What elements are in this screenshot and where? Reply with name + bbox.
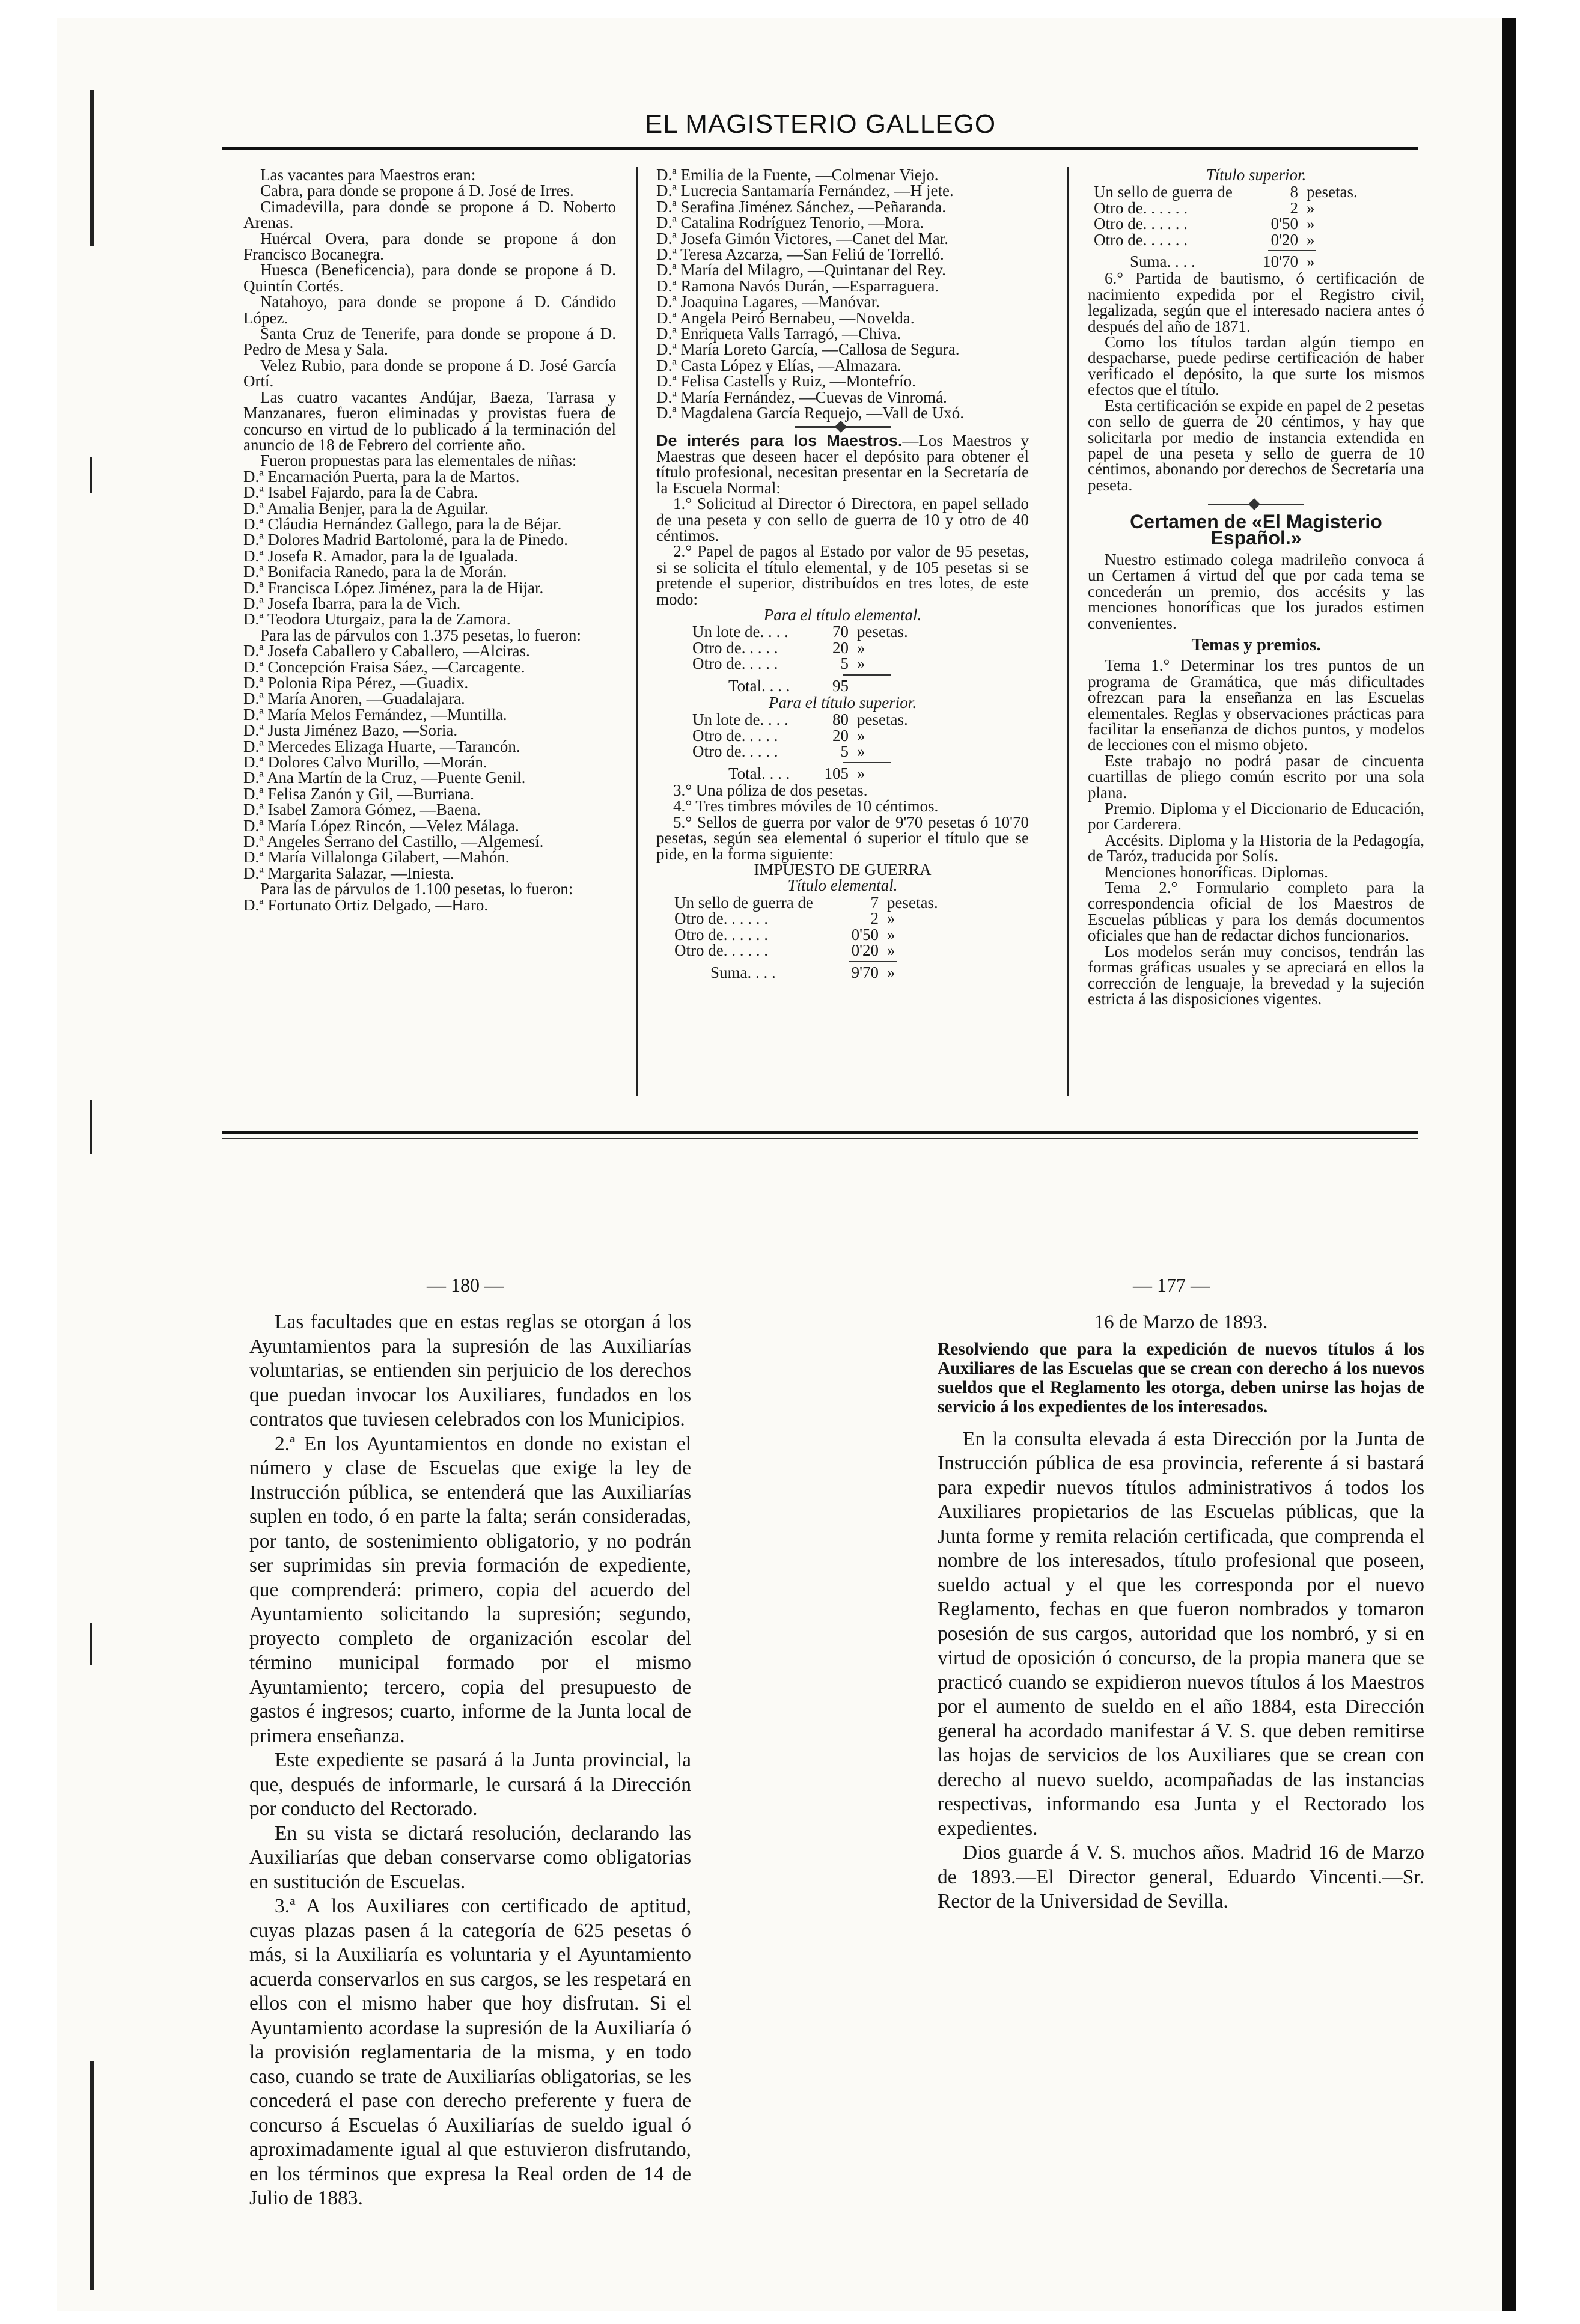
paragraph: En la consulta elevada á esta Dirección por la Junta de Instrucción pública de esa provincia, referente á si bastará para expedir nuevos títulos administrativos á todos los Auxiliares propietarios de las Escuelas públicas, que la Junta forme y remita relación certificada, que comprenda el nombre de los interesados, título profesional que poseen, sueldo actual y el que les corresponda por el nuevo Reglamento, fechas en que fueron nombrados y tomaron posesión de sus cargos, autoridad que los nombró, y si en virtud de oposición ó concurso, de la propia manera que se practicó cuando se expidieron nuevos títulos á los Maestros por el aumento de sueldo en el año 1884, esta Dirección general ha acordado manifestar á V. S. que deben remitirse las hojas de servicios de los Auxiliares que se crean con derecho al nuevo sueldo, acompañadas de las instancias respectivas, informando esa Junta y el Rectorado los expedientes. — [938, 1427, 1424, 1840]
paragraph: 2.° Papel de pagos al Estado por valor de 95 pesetas, si se solicita el título elemental, y de 105 pesetas si se pretende el superior, distribuídos en tres lotes, de este modo: — [656, 542, 1029, 608]
list-item: D.ª Casta López y Elías, —Almazara. — [656, 356, 901, 374]
list-item: D.ª Angela Peiró Bernabeu, —Novelda. — [656, 308, 915, 327]
list-item: D.ª Francisca López Jiménez, para la de Hijar. — [243, 578, 544, 597]
table-row: Otro de. . . . . . 2 » — [1094, 198, 1315, 217]
paragraph: Para las de párvulos con 1.375 pesetas, lo fueron: — [260, 626, 581, 644]
table-elemental — [692, 624, 1029, 694]
table-total: Total. . . . 105 » — [728, 764, 865, 782]
lower-right-column — [938, 1310, 1424, 1914]
paragraph: Natahoyo, para donde se propone á D. Cándido López. — [243, 293, 616, 327]
paragraph: Menciones honoríficas. Diplomas. — [1105, 862, 1328, 881]
list-item: D.ª Angeles Serrano del Castillo, —Algemesí. — [243, 832, 544, 851]
list-item: D.ª Ana Martín de la Cruz, —Puente Genil. — [243, 769, 526, 787]
paragraph: 4.° Tres timbres móviles de 10 céntimos. — [673, 797, 939, 816]
table-row: Otro de. . . . . . 0'50 » — [674, 925, 895, 944]
list-item: D.ª Emilia de la Fuente, —Colmenar Viejo. — [656, 166, 939, 184]
paragraph: 5.° Sellos de guerra por valor de 9'70 pesetas ó 10'70 pesetas, según sea elemental ó superior el título que se pide, en la forma siguiente: — [656, 813, 1029, 863]
list-item: D.ª Catalina Rodríguez Tenorio, —Mora. — [656, 213, 924, 232]
list-item: D.ª Dolores Madrid Bartolomé, para la de Pinedo. — [243, 531, 568, 549]
table-rule — [849, 961, 897, 962]
paragraph: Como los títulos tardan algún tiempo en despacharse, puede pedirse certificación de haber verificado el depósito, la que surte los mismos efectos que el título. — [1088, 333, 1424, 399]
table-title: Para el título superior. — [768, 694, 917, 712]
section-title: De interés para los Maestros. — [656, 431, 903, 450]
ornament-divider — [1208, 504, 1304, 505]
paragraph: Huércal Overa, para donde se propone á don Francisco Bocanegra. — [243, 229, 616, 264]
table-total: Suma. . . . 10'70 » — [1130, 252, 1315, 271]
table-superior — [692, 712, 1029, 781]
table-rule — [1268, 250, 1316, 251]
section-intro: —Los Maestros y Maestras que deseen hacer el depósito para obtener el título profesional, necesitan presentar en la Secretaría de la Escuela Normal: — [656, 431, 1029, 497]
list-item: D.ª Josefa Caballero y Caballero, —Alciras. — [243, 642, 530, 660]
paragraph: Las facultades que en estas reglas se otorgan á los Ayuntamientos para la supresión de las Auxiliarías voluntarias, se entienden sin perjuicio de los derechos que puedan invocar los Auxiliares, fundados en los contratos que tuviesen celebrados con los Municipios. — [249, 1311, 691, 1430]
list-item: D.ª Joaquina Lagares, —Manóvar. — [656, 293, 880, 311]
table-title: Título elemental. — [787, 876, 898, 895]
paragraph: 3.° Una póliza de dos pesetas. — [673, 781, 868, 800]
paragraph: Velez Rubio, para donde se propone á D. José García Ortí. — [243, 356, 616, 391]
list-item: D.ª Teodora Uturgaiz, para la de Zamora. — [243, 610, 511, 629]
list-item: D.ª Magdalena García Requejo, —Vall de Uxó. — [656, 404, 965, 422]
table-row: Un lote de. . . . 70 pesetas. — [692, 623, 908, 641]
table-rule — [843, 674, 891, 676]
paragraph: Para las de párvulos de 1.100 pesetas, lo fueron: — [260, 880, 573, 898]
paragraph: 6.° Partida de bautismo, ó certificación de nacimiento expedida por el Registro civil, legalizada, según que el interesado naciera antes ó después del año de 1871. — [1088, 269, 1424, 335]
paragraph: 3.ª A los Auxiliares con certificado de aptitud, cuyas plazas pasen á la categoría de 625 pesetas ó más, si la Auxiliaría es voluntaria y el Ayuntamiento acuerda conservarlos en sus cargos, se les respetará en ellos con el mismo haber que hoy disfrutan. Si el Ayuntamiento acordase la supresión de la Auxiliaría ó la provisión reglamentaria de la misma, y en todo caso, cuando se trate de Auxiliarías obligatorias, se les concederá el pase con derecho preferente y fuera de concurso á Escuelas ó Auxiliarías de sueldo igual ó aproximadamente igual al que estuvieron disfrutando, en los términos que expresa la Real orden de 14 de Julio de 1883. — [249, 1895, 691, 2209]
list-item: D.ª Teresa Azcarza, —San Feliú de Torrelló. — [656, 245, 944, 264]
temas-title: Temas y premios. — [1191, 635, 1321, 654]
column-rule — [636, 167, 638, 1096]
table-row: Un lote de. . . . 80 pesetas. — [692, 710, 908, 729]
table-total: Suma. . . . 9'70 » — [710, 963, 895, 981]
column-rule — [1067, 167, 1069, 1096]
list-item: D.ª Serafina Jiménez Sánchez, —Peñaranda. — [656, 197, 947, 216]
decree-date: 16 de Marzo de 1893. — [1094, 1311, 1268, 1333]
list-item: D.ª Mercedes Elizaga Huarte, —Tarancón. — [243, 737, 520, 755]
paragraph: Tema 2.° Formulario completo para la correspondencia oficial de los Maestros de Escuelas públicas y para los demás documentos oficiales que han de redactar dichos funcionarios. — [1088, 879, 1424, 945]
list-item: D.ª María López Rincón, —Velez Málaga. — [243, 816, 519, 835]
table-total: Total. . . . 95 — [728, 676, 849, 695]
paragraph: Esta certificación se expide en papel de 2 pesetas con sello de guerra de 20 céntimos, y hay que solicitarla por medio de instancia extendida en papel de una peseta y sello de guerra de 10 céntimos, abonando por derechos de Secretaría una peseta. — [1088, 396, 1424, 494]
ornament-divider — [795, 426, 891, 428]
table-row: Otro de. . . . . . 0'20 » — [674, 941, 895, 960]
list-item: D.ª Cláudia Hernández Gallego, para la de Béjar. — [243, 514, 562, 533]
table-row: Otro de. . . . . 5 » — [692, 654, 865, 673]
section-divider-thin — [222, 1138, 1418, 1139]
paragraph: Santa Cruz de Tenerife, para donde se propone á D. Pedro de Mesa y Sala. — [243, 325, 616, 359]
paragraph: 1.° Solicitud al Director ó Directora, en papel sellado de una peseta y con sello de guerra de 10 y otro de 40 céntimos. — [656, 495, 1029, 544]
paragraph: Nuestro estimado colega madrileño convoca á un Certamen á virtud del que por cada tema se concederán un premio, dos accésits y las menciones honoríficas que los jurados estimen convenientes. — [1088, 550, 1424, 632]
list-item: D.ª Dolores Calvo Murillo, —Morán. — [243, 753, 487, 772]
list-item: D.ª Enriqueta Valls Tarragó, —Chiva. — [656, 325, 901, 343]
list-item: D.ª Felisa Zanón y Gil, —Burriana. — [243, 784, 474, 803]
paragraph: Fueron propuestas para las elementales de niñas: — [260, 451, 577, 470]
table-impuesto-elemental — [674, 895, 1029, 980]
list-item: D.ª María Melos Fernández, —Muntilla. — [243, 705, 507, 724]
paragraph: Este trabajo no podrá pasar de cincuenta cuartillas de pliego común escrito por una sola plana. — [1088, 751, 1424, 802]
list-item: D.ª Josefa Ibarra, para la de Vich. — [243, 594, 461, 612]
table-title: Título superior. — [1206, 166, 1307, 184]
page-number-left: — 180 — — [427, 1274, 504, 1296]
list-item: D.ª Margarita Salazar, —Iniesta. — [243, 864, 454, 882]
paragraph: 2.ª En los Ayuntamientos en donde no existan el número y clase de Escuelas que exige la ley de Instrucción pública, se entenderá que las Auxiliarías suplen en todo, ó en parte la falta; serán consideradas, por tanto, de sostenimiento obligatorio, y no podrán ser suprimidas sin previa formación de expediente, que comprenderá: primero, copia del acuerdo del Ayuntamiento solicitando la supresión; segundo, proyecto completo de organización escolar del término municipal formado por el mismo Ayuntamiento; tercero, copia del presupuesto de gastos é ingresos; cuarto, informe de la Junta local de primera enseñanza. — [249, 1432, 691, 1747]
list-item: D.ª Bonifacia Ranedo, para la de Morán. — [243, 563, 507, 581]
lower-left-column — [249, 1310, 691, 2211]
masthead-title: EL MAGISTERIO GALLEGO — [644, 109, 996, 139]
table-row: Otro de. . . . . 5 » — [692, 742, 865, 761]
paragraph: Cimadevilla, para donde se propone á D. Noberto Arenas. — [243, 197, 616, 232]
paragraph: Accésits. Diploma y la Historia de la Pedagogía, de Taróz, traducida por Solís. — [1088, 831, 1424, 865]
paragraph: Dios guarde á V. S. muchos años. Madrid 16 de Marzo de 1893.—El Director general, Eduardo Vincenti.—Sr. Rector de la Universidad de Sevilla. — [938, 1841, 1424, 1912]
list-item: D.ª María del Milagro, —Quintanar del Rey. — [656, 261, 946, 279]
paragraph: En su vista se dictará resolución, declarando las Auxiliarías que deban conservarse como obligatorias en sustitución de Escuelas. — [249, 1822, 691, 1893]
paragraph: Cabra, para donde se propone á D. José de Irres. — [260, 181, 574, 200]
table-row: Un sello de guerra de 7 pesetas. — [674, 893, 938, 912]
list-item: D.ª Amalia Benjer, para la de Aguilar. — [243, 499, 489, 517]
table-row: Otro de. . . . . . 0'50 » — [1094, 215, 1315, 233]
list-item: D.ª María Loreto García, —Callosa de Segura. — [656, 340, 960, 359]
table-row: Un sello de guerra de 8 pesetas. — [1094, 183, 1358, 201]
decree-summary: Resolviendo que para la expedición de nuevos títulos á los Auxiliares de las Escuelas que se crean con derecho á los nuevos sueldos que el Reglamento les otorga, deben unirse las hojas de servicio á los expedientes de los interesados. — [938, 1339, 1424, 1417]
list-item: D.ª Josefa R. Amador, para la de Igualada. — [243, 546, 518, 565]
paragraph: Huesca (Beneficencia), para donde se propone á D. Quintín Cortés. — [243, 261, 616, 295]
list-item: D.ª Felisa Castells y Ruiz, —Montefrío. — [656, 372, 916, 391]
impuesto-title: IMPUESTO DE GUERRA — [754, 861, 932, 879]
list-item: D.ª Concepción Fraisa Sáez, —Carcagente. — [243, 657, 525, 676]
table-impuesto-superior — [1094, 184, 1424, 269]
binding-margin — [77, 24, 119, 2296]
table-row: Otro de. . . . . 20 » — [692, 638, 865, 657]
list-item: D.ª María Villalonga Gilabert, —Mahón. — [243, 848, 510, 867]
paragraph: Las cuatro vacantes Andújar, Baeza, Tarrasa y Manzanares, fueron eliminadas y provistas fuera de concurso en virtud de lo publicado á la terminación del anuncio de 18 de Febrero del corriente año. — [243, 388, 616, 454]
column-3 — [1088, 167, 1424, 1007]
section-divider — [222, 1131, 1418, 1134]
paragraph: Premio. Diploma y el Diccionario de Educación, por Carderera. — [1088, 799, 1424, 834]
column-2 — [656, 167, 1029, 981]
table-row: Otro de. . . . . 20 » — [692, 726, 865, 745]
list-item: D.ª Fortunato Ortiz Delgado, —Haro. — [243, 895, 489, 914]
list-item: D.ª María Anoren, —Guadalajara. — [243, 689, 465, 708]
list-item: D.ª Justa Jiménez Bazo, —Soria. — [243, 721, 458, 740]
paragraph: Los modelos serán muy concisos, tendrán las formas gráficas usuales y se apreciará en ellos la corrección de lenguaje, la brevedad y la sujeción estricta á las disposiciones vigentes. — [1088, 942, 1424, 1008]
list-item: D.ª María Fernández, —Cuevas de Vinromá. — [656, 388, 947, 406]
column-1 — [243, 167, 616, 913]
list-item: D.ª Lucrecia Santamaría Fernández, —H jete. — [656, 181, 954, 200]
list-item: D.ª Encarnación Puerta, para la de Martos. — [243, 467, 520, 486]
page-number-right: — 177 — — [1133, 1274, 1210, 1296]
list-item: D.ª Isabel Zamora Gómez, —Baena. — [243, 801, 481, 819]
paragraph: Este expediente se pasará á la Junta provincial, la que, después de informarle, le cursará á la Dirección por conducto del Rectorado. — [249, 1749, 691, 1820]
table-row: Otro de. . . . . . 0'20 » — [1094, 230, 1315, 249]
paragraph: Las vacantes para Maestros eran: — [260, 166, 476, 184]
list-item: D.ª Josefa Gimón Victores, —Canet del Mar. — [656, 229, 948, 248]
table-title: Para el título elemental. — [763, 605, 922, 624]
table-rule — [843, 762, 891, 763]
masthead-rule — [222, 147, 1418, 150]
list-item: D.ª Isabel Fajardo, para la de Cabra. — [243, 483, 478, 502]
list-item: D.ª Ramona Navós Durán, —Esparraguera. — [656, 276, 939, 295]
list-item: D.ª Polonia Ripa Pérez, —Guadix. — [243, 674, 469, 692]
paragraph: Tema 1.° Determinar los tres puntos de un programa de Gramática, que más dificultades ofrezcan para la enseñanza en las Escuelas elementales. Reglas y observaciones prácticas para facilitar la enseñanza de dichos puntos, y modelos de lecciones con el mismo objeto. — [1088, 656, 1424, 754]
certamen-title: Certamen de «El Magisterio Español.» — [1130, 511, 1382, 549]
table-row: Otro de. . . . . . 2 » — [674, 909, 895, 928]
